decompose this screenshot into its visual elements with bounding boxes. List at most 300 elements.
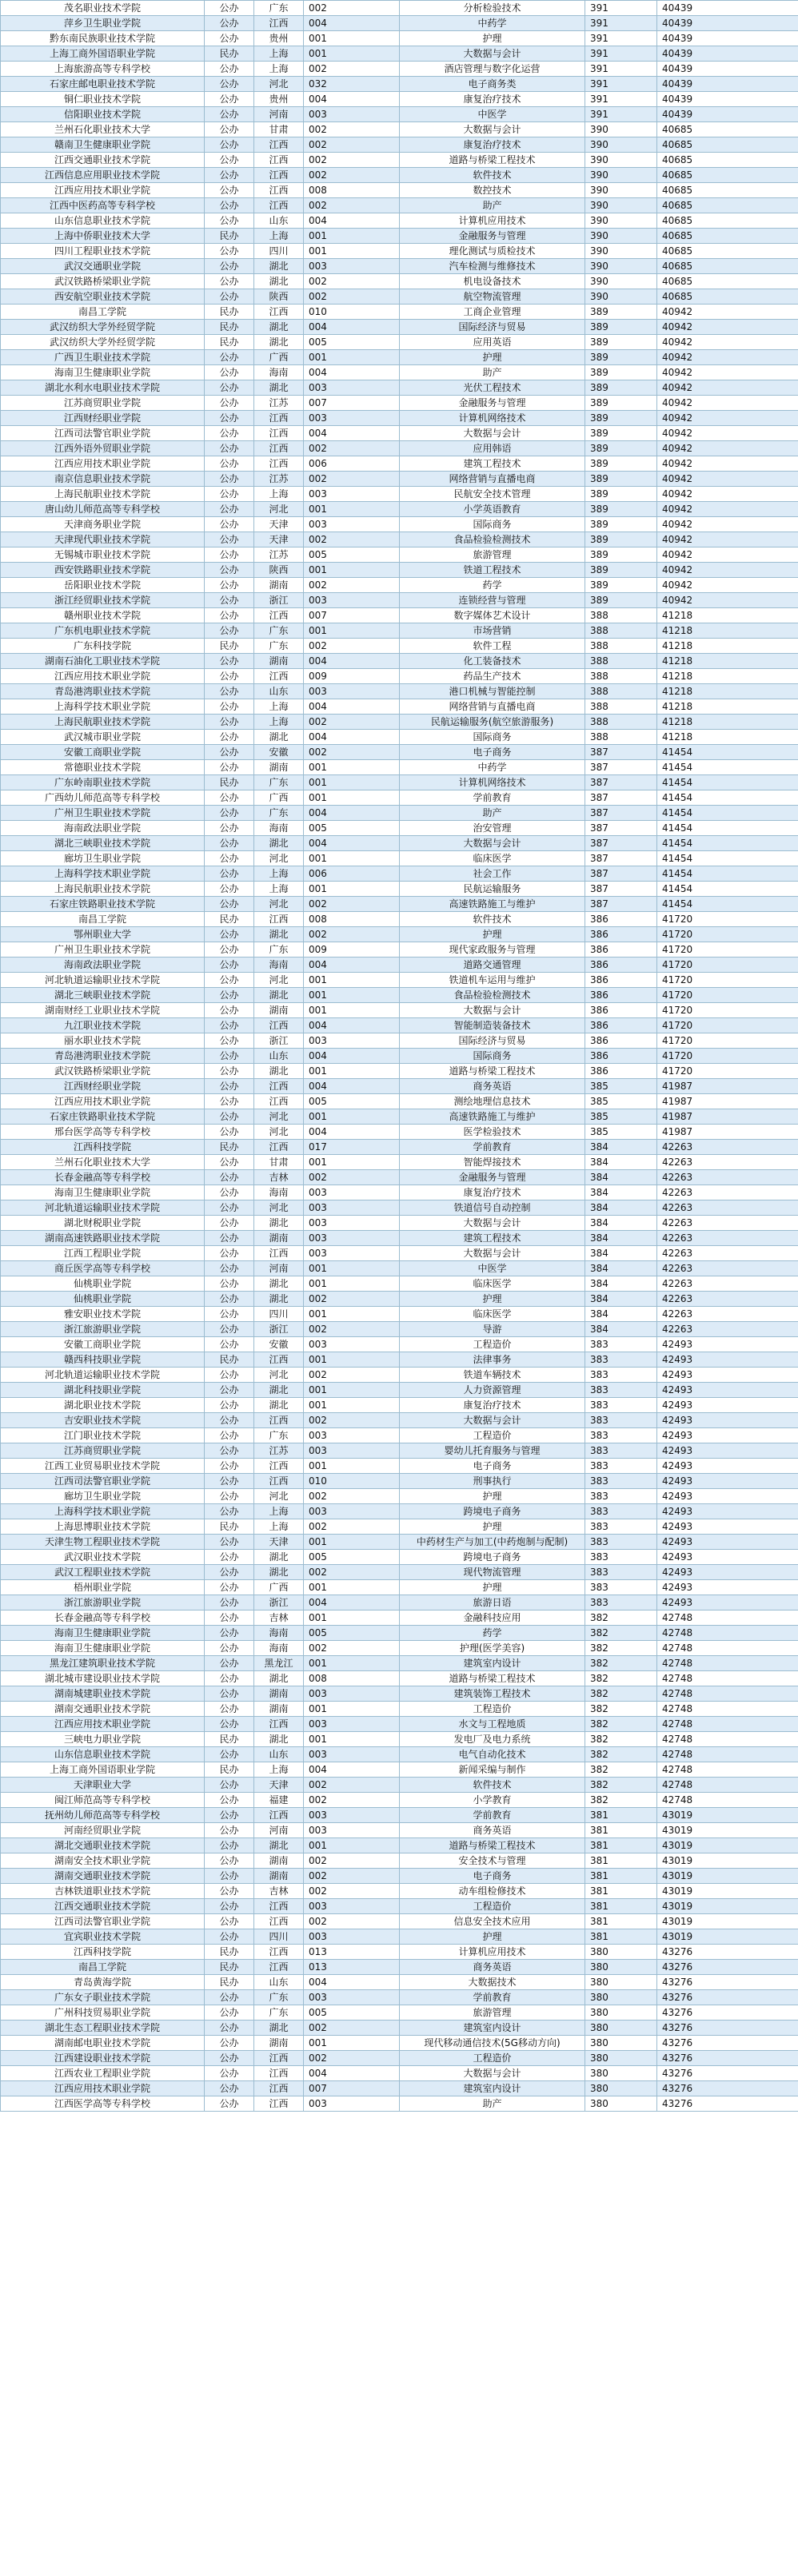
school-type-cell: 公办 (205, 1125, 254, 1140)
rank-cell: 41218 (657, 623, 798, 639)
score-cell: 386 (585, 1033, 657, 1049)
major-code-cell: 003 (304, 1216, 400, 1231)
province-cell: 广东 (254, 1990, 304, 2005)
major-name-cell: 大数据与会计 (400, 836, 585, 851)
score-cell: 386 (585, 1018, 657, 1033)
province-cell: 湖北 (254, 1838, 304, 1853)
school-name-cell: 上海工商外国语职业学院 (1, 46, 205, 62)
table-row (1, 1778, 798, 1793)
school-name-cell: 江苏商贸职业学院 (1, 1443, 205, 1459)
table-row (1, 168, 798, 183)
rank-cell: 43276 (657, 2096, 798, 2112)
school-name-cell: 丽水职业技术学院 (1, 1033, 205, 1049)
table-row (1, 897, 798, 912)
province-cell: 湖南 (254, 1003, 304, 1018)
major-name-cell: 护理 (400, 1519, 585, 1535)
major-code-cell: 001 (304, 2036, 400, 2051)
table-row (1, 1945, 798, 1960)
school-name-cell: 武汉纺织大学外经贸学院 (1, 320, 205, 335)
score-cell: 389 (585, 502, 657, 517)
table-row (1, 608, 798, 623)
school-type-cell: 公办 (205, 1717, 254, 1732)
rank-cell: 43019 (657, 1823, 798, 1838)
major-name-cell: 网络营销与直播电商 (400, 472, 585, 487)
rank-cell: 42493 (657, 1504, 798, 1519)
score-cell: 383 (585, 1413, 657, 1428)
school-type-cell: 公办 (205, 654, 254, 669)
table-row (1, 1383, 798, 1398)
province-cell: 湖北 (254, 259, 304, 274)
major-name-cell: 中药学 (400, 16, 585, 31)
rank-cell: 43276 (657, 2005, 798, 2021)
table-row (1, 1550, 798, 1565)
major-name-cell: 商务英语 (400, 1079, 585, 1094)
table-row (1, 1747, 798, 1762)
major-name-cell: 护理 (400, 927, 585, 942)
school-type-cell: 民办 (205, 1975, 254, 1990)
major-code-cell: 003 (304, 1899, 400, 1914)
score-cell: 386 (585, 958, 657, 973)
rank-cell: 43019 (657, 1929, 798, 1945)
school-name-cell: 广西卫生职业技术学院 (1, 350, 205, 365)
school-name-cell: 岳阳职业技术学院 (1, 578, 205, 593)
table-row (1, 1504, 798, 1519)
major-name-cell: 金融服务与管理 (400, 229, 585, 244)
score-cell: 387 (585, 775, 657, 790)
rank-cell: 40439 (657, 77, 798, 92)
table-row (1, 2081, 798, 2096)
major-name-cell: 国际商务 (400, 517, 585, 532)
rank-cell: 43019 (657, 1838, 798, 1853)
school-type-cell: 公办 (205, 1474, 254, 1489)
major-code-cell: 008 (304, 1671, 400, 1686)
school-type-cell: 公办 (205, 365, 254, 380)
major-name-cell: 建筑室内设计 (400, 2021, 585, 2036)
rank-cell: 40685 (657, 198, 798, 213)
major-code-cell: 002 (304, 153, 400, 168)
school-name-cell: 江西医学高等专科学校 (1, 2096, 205, 2112)
province-cell: 湖南 (254, 578, 304, 593)
major-code-cell: 003 (304, 1443, 400, 1459)
major-code-cell: 004 (304, 1049, 400, 1064)
school-name-cell: 江西农业工程职业学院 (1, 2066, 205, 2081)
province-cell: 上海 (254, 487, 304, 502)
rank-cell: 42263 (657, 1307, 798, 1322)
rank-cell: 40942 (657, 472, 798, 487)
score-cell: 387 (585, 897, 657, 912)
rank-cell: 42748 (657, 1686, 798, 1702)
major-name-cell: 民航运输服务(航空旅游服务) (400, 715, 585, 730)
major-code-cell: 001 (304, 623, 400, 639)
school-type-cell: 公办 (205, 1170, 254, 1185)
rank-cell: 42493 (657, 1550, 798, 1565)
major-code-cell: 003 (304, 593, 400, 608)
table-row (1, 1869, 798, 1884)
school-name-cell: 武汉交通职业学院 (1, 259, 205, 274)
table-row (1, 1276, 798, 1292)
school-type-cell: 公办 (205, 1686, 254, 1702)
school-type-cell: 公办 (205, 1565, 254, 1580)
table-row (1, 1246, 798, 1261)
major-code-cell: 002 (304, 1884, 400, 1899)
school-type-cell: 公办 (205, 1246, 254, 1261)
rank-cell: 41720 (657, 927, 798, 942)
province-cell: 广东 (254, 1428, 304, 1443)
school-type-cell: 公办 (205, 790, 254, 806)
major-name-cell: 工商企业管理 (400, 305, 585, 320)
table-row (1, 836, 798, 851)
table-row (1, 77, 798, 92)
school-name-cell: 萍乡卫生职业学院 (1, 16, 205, 31)
school-type-cell: 公办 (205, 259, 254, 274)
province-cell: 上海 (254, 699, 304, 715)
major-name-cell: 分析检验技术 (400, 1, 585, 16)
major-code-cell: 003 (304, 1747, 400, 1762)
school-type-cell: 公办 (205, 502, 254, 517)
rank-cell: 40942 (657, 502, 798, 517)
school-name-cell: 天津生物工程职业技术学院 (1, 1535, 205, 1550)
school-name-cell: 江西应用技术职业学院 (1, 456, 205, 472)
score-cell: 380 (585, 2066, 657, 2081)
school-name-cell: 上海科学技术职业学院 (1, 866, 205, 882)
table-row (1, 320, 798, 335)
major-code-cell: 004 (304, 836, 400, 851)
province-cell: 吉林 (254, 1170, 304, 1185)
rank-cell: 40685 (657, 274, 798, 289)
major-code-cell: 013 (304, 1945, 400, 1960)
province-cell: 海南 (254, 365, 304, 380)
major-name-cell: 软件工程 (400, 639, 585, 654)
province-cell: 江西 (254, 2096, 304, 2112)
score-cell: 388 (585, 654, 657, 669)
major-code-cell: 001 (304, 1276, 400, 1292)
rank-cell: 42263 (657, 1170, 798, 1185)
school-type-cell: 公办 (205, 1671, 254, 1686)
score-cell: 387 (585, 866, 657, 882)
school-type-cell: 公办 (205, 2066, 254, 2081)
province-cell: 山东 (254, 1049, 304, 1064)
rank-cell: 41987 (657, 1125, 798, 1140)
school-name-cell: 广东女子职业技术学院 (1, 1990, 205, 2005)
major-name-cell: 旅游日语 (400, 1595, 585, 1610)
province-cell: 湖北 (254, 1732, 304, 1747)
major-code-cell: 001 (304, 851, 400, 866)
table-row (1, 2066, 798, 2081)
school-name-cell: 赣州职业技术学院 (1, 608, 205, 623)
table-row (1, 1216, 798, 1231)
major-code-cell: 006 (304, 456, 400, 472)
school-type-cell: 公办 (205, 137, 254, 153)
province-cell: 江西 (254, 426, 304, 441)
rank-cell: 42493 (657, 1474, 798, 1489)
school-type-cell: 公办 (205, 1185, 254, 1200)
score-cell: 389 (585, 411, 657, 426)
major-name-cell: 计算机应用技术 (400, 213, 585, 229)
score-cell: 387 (585, 760, 657, 775)
school-name-cell: 宜宾职业技术学院 (1, 1929, 205, 1945)
major-name-cell: 电子商务 (400, 745, 585, 760)
score-cell: 381 (585, 1823, 657, 1838)
school-type-cell: 公办 (205, 1261, 254, 1276)
province-cell: 广西 (254, 1580, 304, 1595)
score-cell: 380 (585, 2005, 657, 2021)
score-cell: 382 (585, 1717, 657, 1732)
school-type-cell: 公办 (205, 1413, 254, 1428)
table-row (1, 654, 798, 669)
school-type-cell: 公办 (205, 31, 254, 46)
major-code-cell: 004 (304, 16, 400, 31)
rank-cell: 41720 (657, 1018, 798, 1033)
rank-cell: 42263 (657, 1200, 798, 1216)
rank-cell: 41218 (657, 639, 798, 654)
major-name-cell: 高速铁路施工与维护 (400, 1109, 585, 1125)
table-row (1, 578, 798, 593)
school-type-cell: 公办 (205, 897, 254, 912)
rank-cell: 41454 (657, 836, 798, 851)
province-cell: 天津 (254, 1778, 304, 1793)
province-cell: 上海 (254, 1762, 304, 1778)
school-name-cell: 海南政法职业学院 (1, 821, 205, 836)
major-name-cell: 民航运输服务 (400, 882, 585, 897)
school-name-cell: 上海民航职业技术学院 (1, 487, 205, 502)
major-name-cell: 工程造价 (400, 2051, 585, 2066)
score-cell: 391 (585, 1, 657, 16)
school-name-cell: 湖南高速铁路职业技术学院 (1, 1231, 205, 1246)
province-cell: 江西 (254, 1094, 304, 1109)
table-row (1, 912, 798, 927)
major-code-cell: 003 (304, 1337, 400, 1352)
major-code-cell: 007 (304, 396, 400, 411)
major-code-cell: 001 (304, 1352, 400, 1368)
major-name-cell: 大数据与会计 (400, 122, 585, 137)
score-cell: 388 (585, 730, 657, 745)
major-code-cell: 001 (304, 790, 400, 806)
major-name-cell: 建筑室内设计 (400, 1656, 585, 1671)
province-cell: 江西 (254, 305, 304, 320)
province-cell: 甘肃 (254, 122, 304, 137)
major-name-cell: 工程造价 (400, 1428, 585, 1443)
school-name-cell: 长春金融高等专科学校 (1, 1610, 205, 1626)
province-cell: 河北 (254, 1125, 304, 1140)
school-name-cell: 吉安职业技术学院 (1, 1413, 205, 1428)
school-type-cell: 公办 (205, 1702, 254, 1717)
major-name-cell: 大数据与会计 (400, 2066, 585, 2081)
score-cell: 382 (585, 1656, 657, 1671)
table-row (1, 623, 798, 639)
score-cell: 380 (585, 2081, 657, 2096)
table-row (1, 1641, 798, 1656)
major-code-cell: 017 (304, 1140, 400, 1155)
major-code-cell: 001 (304, 1459, 400, 1474)
major-code-cell: 001 (304, 775, 400, 790)
major-code-cell: 003 (304, 1185, 400, 1200)
school-name-cell: 江西信息应用职业技术学院 (1, 168, 205, 183)
major-name-cell: 动车组检修技术 (400, 1884, 585, 1899)
major-code-cell: 002 (304, 289, 400, 305)
province-cell: 河北 (254, 1368, 304, 1383)
school-type-cell: 民办 (205, 912, 254, 927)
table-row (1, 1535, 798, 1550)
school-type-cell: 公办 (205, 244, 254, 259)
score-cell: 382 (585, 1641, 657, 1656)
rank-cell: 43276 (657, 1990, 798, 2005)
rank-cell: 42493 (657, 1413, 798, 1428)
table-row (1, 547, 798, 563)
major-code-cell: 003 (304, 259, 400, 274)
province-cell: 贵州 (254, 92, 304, 107)
province-cell: 海南 (254, 1626, 304, 1641)
school-type-cell: 公办 (205, 1778, 254, 1793)
rank-cell: 42493 (657, 1535, 798, 1550)
province-cell: 上海 (254, 62, 304, 77)
rank-cell: 42493 (657, 1580, 798, 1595)
major-name-cell: 现代移动通信技术(5G移动方向) (400, 2036, 585, 2051)
school-type-cell: 公办 (205, 1489, 254, 1504)
school-name-cell: 浙江旅游职业学院 (1, 1595, 205, 1610)
school-name-cell: 西安铁路职业技术学院 (1, 563, 205, 578)
table-row (1, 1292, 798, 1307)
score-cell: 383 (585, 1368, 657, 1383)
major-name-cell: 学前教育 (400, 790, 585, 806)
school-type-cell: 民办 (205, 1945, 254, 1960)
school-name-cell: 武汉纺织大学外经贸学院 (1, 335, 205, 350)
province-cell: 湖南 (254, 2036, 304, 2051)
table-row (1, 1, 798, 16)
major-code-cell: 001 (304, 1109, 400, 1125)
province-cell: 山东 (254, 1747, 304, 1762)
table-row (1, 472, 798, 487)
score-cell: 385 (585, 1079, 657, 1094)
province-cell: 天津 (254, 532, 304, 547)
table-row (1, 289, 798, 305)
major-code-cell: 001 (304, 229, 400, 244)
major-name-cell: 护理 (400, 1580, 585, 1595)
score-cell: 383 (585, 1398, 657, 1413)
rank-cell: 41454 (657, 897, 798, 912)
table-row (1, 1838, 798, 1853)
school-name-cell: 南昌工学院 (1, 1960, 205, 1975)
table-row (1, 942, 798, 958)
table-row (1, 851, 798, 866)
school-type-cell: 公办 (205, 1550, 254, 1565)
school-name-cell: 广东岭南职业技术学院 (1, 775, 205, 790)
province-cell: 江西 (254, 669, 304, 684)
major-name-cell: 铁道工程技术 (400, 563, 585, 578)
major-code-cell: 002 (304, 62, 400, 77)
table-row (1, 882, 798, 897)
table-row (1, 1049, 798, 1064)
table-row (1, 2051, 798, 2066)
score-cell: 391 (585, 77, 657, 92)
table-row (1, 305, 798, 320)
school-type-cell: 公办 (205, 1838, 254, 1853)
major-code-cell: 002 (304, 274, 400, 289)
score-cell: 391 (585, 92, 657, 107)
rank-cell: 42493 (657, 1428, 798, 1443)
major-code-cell: 005 (304, 2005, 400, 2021)
score-cell: 383 (585, 1535, 657, 1550)
major-code-cell: 002 (304, 2021, 400, 2036)
major-code-cell: 003 (304, 1504, 400, 1519)
major-code-cell: 002 (304, 715, 400, 730)
school-name-cell: 海南政法职业学院 (1, 958, 205, 973)
school-type-cell: 公办 (205, 1641, 254, 1656)
rank-cell: 41454 (657, 760, 798, 775)
school-name-cell: 上海民航职业技术学院 (1, 715, 205, 730)
province-cell: 贵州 (254, 31, 304, 46)
school-name-cell: 武汉城市职业学院 (1, 730, 205, 745)
major-code-cell: 004 (304, 1018, 400, 1033)
rank-cell: 42748 (657, 1641, 798, 1656)
rank-cell: 42493 (657, 1595, 798, 1610)
rank-cell: 43276 (657, 2051, 798, 2066)
rank-cell: 40439 (657, 31, 798, 46)
school-type-cell: 民办 (205, 1762, 254, 1778)
rank-cell: 40942 (657, 532, 798, 547)
school-type-cell: 公办 (205, 2051, 254, 2066)
major-name-cell: 旅游管理 (400, 547, 585, 563)
score-cell: 390 (585, 122, 657, 137)
school-type-cell: 公办 (205, 183, 254, 198)
province-cell: 上海 (254, 882, 304, 897)
major-name-cell: 商务英语 (400, 1960, 585, 1975)
score-cell: 382 (585, 1793, 657, 1808)
table-row (1, 1702, 798, 1717)
score-cell: 384 (585, 1246, 657, 1261)
major-code-cell: 009 (304, 669, 400, 684)
school-type-cell: 公办 (205, 411, 254, 426)
school-name-cell: 江西应用技术职业学院 (1, 1717, 205, 1732)
score-cell: 381 (585, 1869, 657, 1884)
province-cell: 河北 (254, 1109, 304, 1125)
school-type-cell: 公办 (205, 730, 254, 745)
table-row (1, 1519, 798, 1535)
school-name-cell: 上海旅游高等专科学校 (1, 62, 205, 77)
major-code-cell: 003 (304, 684, 400, 699)
table-row (1, 2021, 798, 2036)
province-cell: 上海 (254, 1504, 304, 1519)
score-cell: 389 (585, 487, 657, 502)
major-name-cell: 金融科技应用 (400, 1610, 585, 1626)
rank-cell: 41454 (657, 806, 798, 821)
table-row (1, 183, 798, 198)
major-name-cell: 旅游管理 (400, 2005, 585, 2021)
major-name-cell: 发电厂及电力系统 (400, 1732, 585, 1747)
school-type-cell: 公办 (205, 1884, 254, 1899)
school-type-cell: 公办 (205, 882, 254, 897)
province-cell: 河北 (254, 851, 304, 866)
rank-cell: 42263 (657, 1216, 798, 1231)
province-cell: 黑龙江 (254, 1656, 304, 1671)
school-name-cell: 湖南石油化工职业技术学院 (1, 654, 205, 669)
major-name-cell: 电子商务类 (400, 77, 585, 92)
table-row (1, 1368, 798, 1383)
school-name-cell: 茂名职业技术学院 (1, 1, 205, 16)
score-cell: 380 (585, 1960, 657, 1975)
score-cell: 381 (585, 1899, 657, 1914)
school-type-cell: 公办 (205, 153, 254, 168)
province-cell: 湖北 (254, 1064, 304, 1079)
table-row (1, 1823, 798, 1838)
major-code-cell: 004 (304, 1079, 400, 1094)
major-code-cell: 007 (304, 2081, 400, 2096)
score-cell: 389 (585, 593, 657, 608)
major-code-cell: 004 (304, 1125, 400, 1140)
school-name-cell: 海南卫生健康职业学院 (1, 1185, 205, 1200)
major-name-cell: 应用韩语 (400, 441, 585, 456)
score-cell: 391 (585, 46, 657, 62)
rank-cell: 41720 (657, 1033, 798, 1049)
